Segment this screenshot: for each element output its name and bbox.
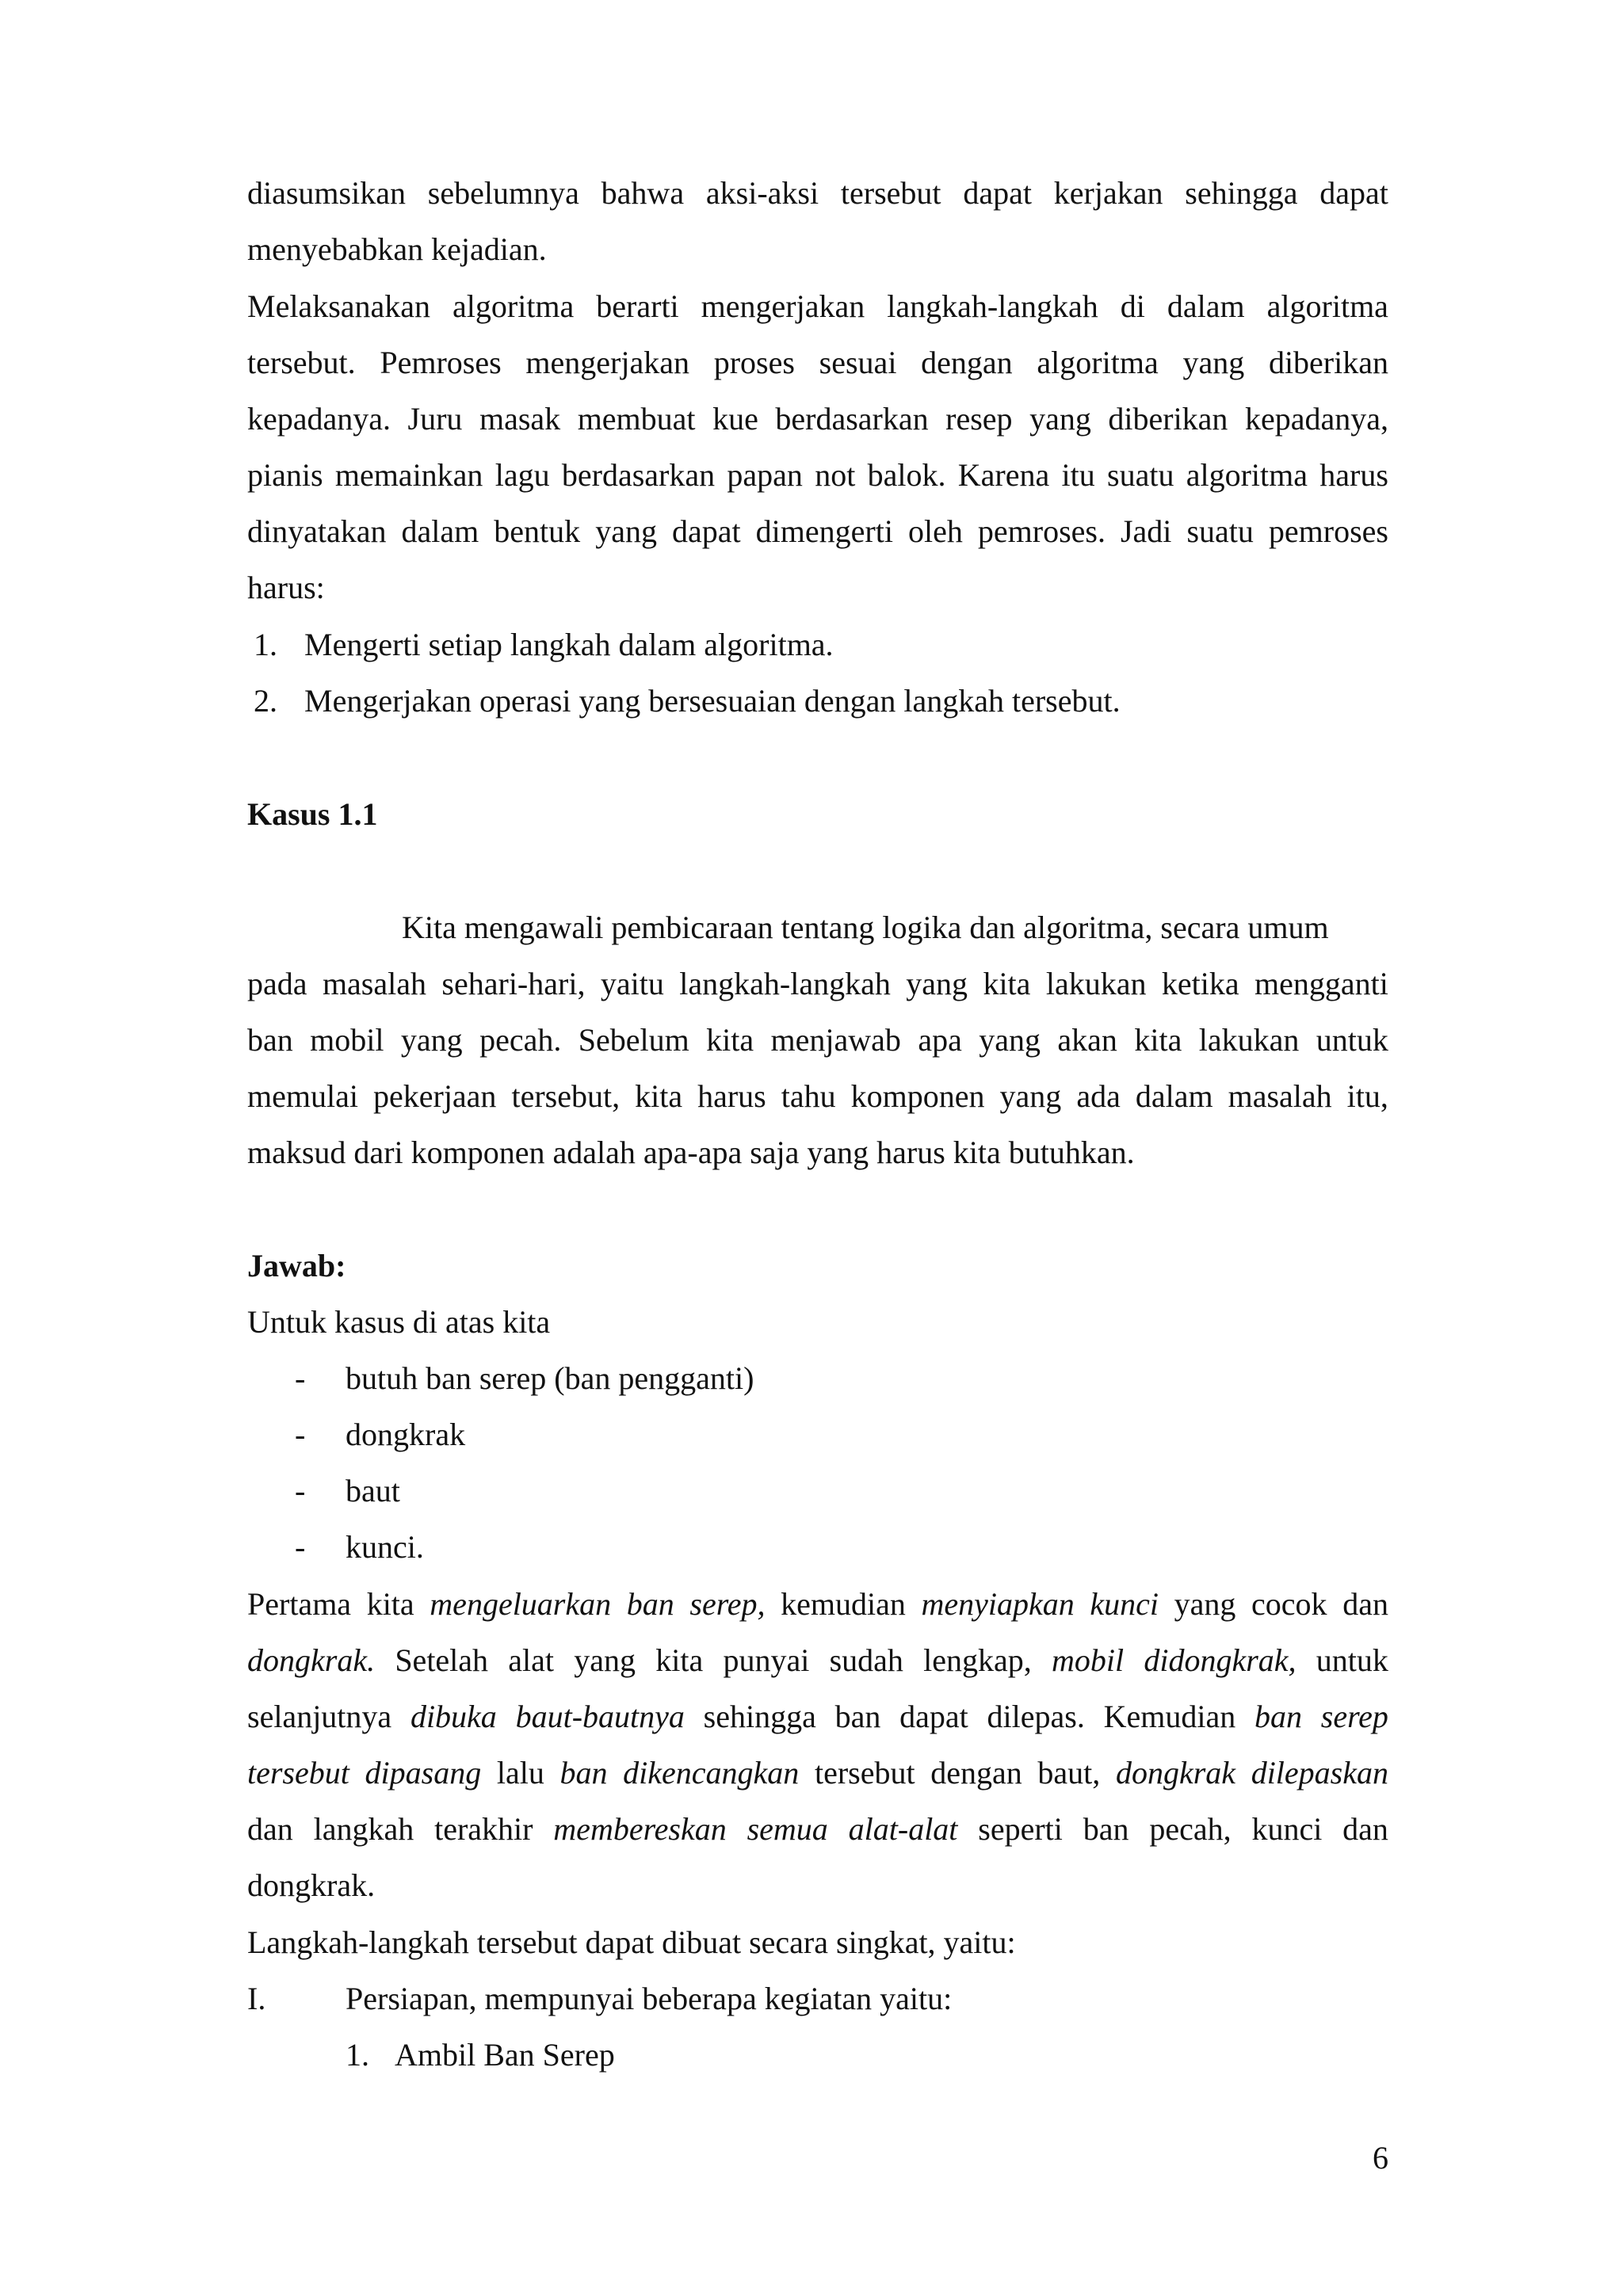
word: masalah (1228, 1078, 1332, 1114)
bullet-dash: - (295, 1360, 306, 1396)
word: apa (918, 1022, 962, 1058)
word: seperti (978, 1811, 1063, 1847)
word: dapat (672, 513, 741, 549)
word: mengeluarkan (430, 1586, 612, 1622)
para1-line-2: menyebabkan kejadian. (247, 231, 547, 267)
word: pecah, (1149, 1811, 1232, 1847)
word: yaitu (600, 966, 664, 1001)
word: memainkan (334, 457, 483, 493)
word: langkah-langkah (679, 966, 891, 1001)
word: dikencangkan (623, 1755, 800, 1791)
word: dongkrak. (247, 1642, 376, 1678)
word: lakukan (1198, 1022, 1300, 1058)
word: terakhir (434, 1811, 533, 1847)
word: semua (747, 1811, 828, 1847)
word: didongkrak, (1144, 1642, 1296, 1678)
word: ban (1254, 1699, 1302, 1734)
requirement-text: Mengerti setiap langkah dalam algoritma. (304, 627, 834, 662)
word: itu, (1346, 1078, 1388, 1114)
word: pemroses. (977, 513, 1106, 549)
word: sehari-hari, (441, 966, 586, 1001)
requirement-number: 2. (254, 683, 277, 719)
word: baut, (1037, 1755, 1101, 1791)
word: Kemudian (1103, 1699, 1236, 1734)
word: tersebut, (511, 1078, 621, 1114)
word: lengkap, (923, 1642, 1032, 1678)
word: bentuk (494, 513, 581, 549)
word: itu (1061, 457, 1095, 493)
word: Melaksanakan (247, 288, 431, 324)
word: yang (906, 966, 968, 1001)
kasus-line-3 (247, 1016, 1388, 1064)
word: berarti (596, 288, 679, 324)
word: Karena (957, 457, 1050, 493)
word: algoritma (1037, 345, 1159, 380)
word: kunci (1090, 1586, 1159, 1622)
requirement-text: Mengerjakan operasi yang bersesuaian dengan langkah tersebut. (304, 683, 1121, 719)
para2-line-4 (247, 452, 1388, 499)
word: selanjutnya (247, 1699, 392, 1734)
word: berdasarkan (775, 401, 929, 437)
word: tersebut (814, 1755, 915, 1791)
word: punyai (723, 1642, 810, 1678)
word: balok. (867, 457, 946, 493)
para2-line-1 (247, 283, 1388, 330)
word: kemudian (781, 1586, 906, 1622)
word: alat-alat (848, 1811, 958, 1847)
word: yang (999, 1078, 1062, 1114)
word: lagu (495, 457, 550, 493)
needs-text: kunci. (346, 1529, 424, 1565)
word: pemroses (1268, 513, 1388, 549)
word: Pemroses (380, 345, 502, 380)
kasus-line-5: maksud dari komponen adalah apa-apa saja yang harus kita butuhkan. (247, 1135, 1135, 1170)
word: akan (1057, 1022, 1117, 1058)
word: lakukan (1045, 966, 1147, 1001)
word: baut-bautnya (515, 1699, 685, 1734)
word: dongkrak (1115, 1755, 1236, 1791)
sub-step-text: Ambil Ban Serep (395, 2037, 615, 2073)
word: dalam (1135, 1078, 1213, 1114)
word: untuk (1316, 1642, 1388, 1678)
word: yang (1182, 345, 1245, 380)
word: mobil (1052, 1642, 1125, 1678)
word: diberikan (1268, 345, 1388, 380)
word: ban (834, 1699, 881, 1734)
word: dengan (921, 345, 1013, 380)
word: dengan (930, 1755, 1022, 1791)
word: di (1120, 288, 1145, 324)
word: Sebelum (578, 1022, 689, 1058)
word: dalam (401, 513, 479, 549)
jawab-intro: Untuk kasus di atas kita (247, 1304, 551, 1340)
word: serep (1320, 1699, 1388, 1734)
word: kepadanya, (1244, 401, 1388, 437)
needs-text: baut (346, 1473, 400, 1508)
bullet-dash: - (295, 1529, 306, 1565)
word: menyiapkan (921, 1586, 1075, 1622)
para2-line-6: harus: (247, 570, 325, 605)
word: langkah-langkah (887, 288, 1098, 324)
steps-line-3 (247, 1693, 1388, 1741)
para1-line-1 (247, 170, 1388, 217)
word: oleh (907, 513, 963, 549)
word: dapat (963, 175, 1032, 211)
word: yang (979, 1022, 1041, 1058)
word: mobil (310, 1022, 384, 1058)
word: komponen (850, 1078, 985, 1114)
word: sudah (829, 1642, 903, 1678)
word: masak (479, 401, 561, 437)
word: suatu (1107, 457, 1174, 493)
word: diberikan (1108, 401, 1228, 437)
word: dapat (899, 1699, 968, 1734)
word: algoritma (453, 288, 575, 324)
word: tahu (781, 1078, 836, 1114)
word: proses (713, 345, 795, 380)
bullet-dash: - (295, 1473, 306, 1508)
word: harus (1319, 457, 1388, 493)
word: lalu (496, 1755, 544, 1791)
bullet-dash: - (295, 1417, 306, 1452)
kasus-line-4 (247, 1073, 1388, 1120)
steps-line-2 (247, 1637, 1388, 1684)
word: pianis (247, 457, 323, 493)
word: tersebut. (247, 345, 356, 380)
word: yang (1029, 401, 1091, 437)
word: ketika (1161, 966, 1239, 1001)
word: dan (1342, 1586, 1388, 1622)
word: resep (945, 401, 1013, 437)
word: yang (574, 1642, 636, 1678)
word: membereskan (553, 1811, 727, 1847)
word: kepadanya. (247, 401, 391, 437)
word: Jadi (1120, 513, 1172, 549)
word: langkah (313, 1811, 414, 1847)
word: mengganti (1254, 966, 1388, 1001)
sub-step-number: 1. (346, 2037, 369, 2073)
word: kita (983, 966, 1031, 1001)
word: kita (366, 1586, 414, 1622)
word: algoritma (1186, 457, 1308, 493)
word: dalam (1167, 288, 1245, 324)
word: mengerjakan (525, 345, 689, 380)
steps-line-5 (247, 1806, 1388, 1853)
word: alat (508, 1642, 555, 1678)
word: pecah. (479, 1022, 562, 1058)
para2-line-5 (247, 508, 1388, 555)
word: aksi-aksi (705, 175, 819, 211)
word: sebelumnya (427, 175, 579, 211)
word: ban (1083, 1811, 1129, 1847)
steps-line-4 (247, 1749, 1388, 1797)
word: sehingga (1185, 175, 1298, 211)
word: yang (1174, 1586, 1236, 1622)
word: not (815, 457, 856, 493)
word: mengerjakan (701, 288, 865, 324)
section-text: Persiapan, mempunyai beberapa kegiatan yaitu: (346, 1981, 953, 2016)
word: menjawab (770, 1022, 901, 1058)
para2-line-3 (247, 395, 1388, 443)
word: masalah (322, 966, 426, 1001)
requirement-number: 1. (254, 627, 277, 662)
kasus-heading: Kasus 1.1 (247, 796, 378, 832)
word: dinyatakan (247, 513, 387, 549)
word: ada (1076, 1078, 1121, 1114)
word: tersebut (247, 1755, 349, 1791)
para2-line-2 (247, 339, 1388, 387)
word: suatu (1186, 513, 1254, 549)
word: diasumsikan (247, 175, 406, 211)
kasus-line-2 (247, 960, 1388, 1008)
word: Pertama (247, 1586, 352, 1622)
word: kita (655, 1642, 704, 1678)
word: kerjakan (1053, 175, 1163, 211)
word: kita (635, 1078, 683, 1114)
steps-line-1 (247, 1581, 1388, 1628)
word: yang (400, 1022, 463, 1058)
word: pekerjaan (372, 1078, 497, 1114)
word: cocok (1251, 1586, 1327, 1622)
word: pada (247, 966, 307, 1001)
word: Juru (407, 401, 463, 437)
word: dimengerti (755, 513, 893, 549)
jawab-heading: Jawab: (247, 1248, 346, 1283)
word: algoritma (1266, 288, 1388, 324)
word: kita (1134, 1022, 1182, 1058)
summary-intro: Langkah-langkah tersebut dapat dibuat secara singkat, yaitu: (247, 1924, 1016, 1960)
word: ban (559, 1755, 608, 1791)
steps-line-6: dongkrak. (247, 1867, 376, 1903)
section-numeral: I. (247, 1981, 266, 2016)
word: ban (247, 1022, 293, 1058)
word: ban (626, 1586, 674, 1622)
word: harus (697, 1078, 766, 1114)
word: dipasang (365, 1755, 482, 1791)
word: dilepas. (987, 1699, 1085, 1734)
word: dapat (1319, 175, 1388, 211)
word: tersebut (840, 175, 941, 211)
word: memulai (247, 1078, 358, 1114)
word: berdasarkan (561, 457, 716, 493)
needs-text: butuh ban serep (ban pengganti) (346, 1360, 754, 1396)
word: serep, (689, 1586, 766, 1622)
word: kita (706, 1022, 754, 1058)
word: dilepaskan (1251, 1755, 1388, 1791)
word: sehingga (703, 1699, 816, 1734)
kasus-line-1: Kita mengawali pembicaraan tentang logika dan algoritma, secara umum (402, 910, 1329, 945)
word: dan (1342, 1811, 1388, 1847)
word: dan (247, 1811, 293, 1847)
word: kue (712, 401, 758, 437)
word: bahwa (601, 175, 685, 211)
needs-text: dongkrak (346, 1417, 466, 1452)
word: untuk (1316, 1022, 1388, 1058)
word: sesuai (819, 345, 897, 380)
page-number: 6 (1373, 2140, 1388, 2176)
word: Setelah (395, 1642, 489, 1678)
word: papan (727, 457, 803, 493)
word: membuat (577, 401, 696, 437)
word: kunci (1251, 1811, 1323, 1847)
word: yang (595, 513, 657, 549)
word: dibuka (410, 1699, 497, 1734)
